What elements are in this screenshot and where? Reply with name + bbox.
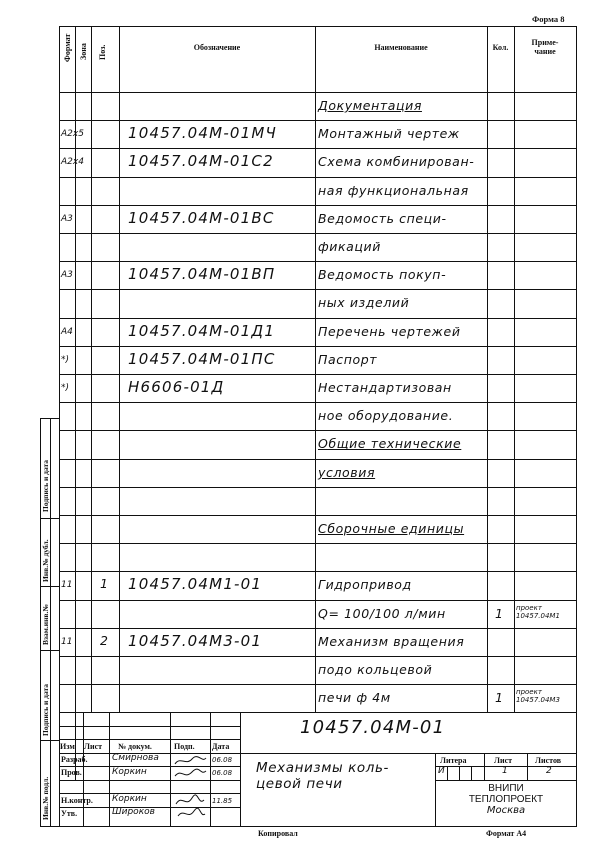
stamp-date: 11.85 bbox=[212, 797, 233, 805]
cell-pos: 1 bbox=[100, 576, 109, 592]
header-format: Формат bbox=[63, 33, 72, 62]
cell-pos: 2 bbox=[100, 632, 109, 648]
stamp-org-2: ТЕПЛОПРОЕКТ bbox=[468, 794, 544, 805]
cell-designation: 10457.04M1-01 bbox=[128, 575, 263, 594]
stamp-col-docnum: № докум. bbox=[118, 742, 152, 751]
stamp-title-2: цевой печи bbox=[256, 776, 343, 792]
cell-note: проект 10457.04M3 bbox=[516, 688, 560, 705]
margin-sig-date-2: Подпись и дата bbox=[41, 683, 50, 736]
stamp-date: 06.08 bbox=[212, 756, 233, 764]
cell-format: A3 bbox=[61, 213, 73, 224]
cell-format: *) bbox=[61, 354, 70, 365]
stamp-name: Широков bbox=[112, 807, 155, 817]
cell-format: A2x5 bbox=[61, 129, 84, 140]
cell-format: 11 bbox=[61, 636, 73, 647]
stamp-org-1: ВНИПИ bbox=[488, 783, 524, 794]
cell-name: Схема комбинирован- bbox=[318, 154, 475, 170]
margin-inv-dubl: Инв.№ дубл. bbox=[41, 539, 50, 582]
cell-qty: 1 bbox=[495, 690, 504, 706]
stamp-listov-label: Листов bbox=[535, 756, 562, 765]
cell-name: Q= 100/100 л/мин bbox=[318, 605, 446, 621]
cell-name: ное оборудование. bbox=[318, 408, 454, 424]
stamp-list-label: Лист bbox=[494, 756, 513, 765]
stamp-org bbox=[436, 783, 576, 816]
stamp-name: Коркин bbox=[112, 794, 147, 804]
cell-format: A4 bbox=[61, 326, 73, 337]
cell-name: фикаций bbox=[318, 239, 381, 254]
cell-name: условия bbox=[318, 464, 376, 480]
stamp-role: Утв. bbox=[61, 809, 78, 818]
cell-qty: 1 bbox=[495, 605, 504, 621]
signatures-graphic bbox=[172, 754, 208, 824]
cell-designation: 10457.04M-01C2 bbox=[128, 152, 274, 171]
cell-designation: 10457.04M3-01 bbox=[128, 631, 263, 650]
header-qty: Кол. bbox=[492, 43, 509, 52]
cell-name: Монтажный чертеж bbox=[318, 126, 460, 142]
header-zone: Зона bbox=[79, 43, 88, 60]
cell-designation: 10457.04M-01ПС bbox=[128, 349, 276, 368]
cell-name: Документация bbox=[318, 98, 422, 113]
stamp-date: 06.08 bbox=[212, 769, 233, 777]
cell-designation: 10457.04M-01BП bbox=[128, 265, 276, 284]
header-pos: Поз. bbox=[98, 44, 107, 60]
cell-name: ных изделий bbox=[318, 295, 410, 311]
cell-name: ная функциональная bbox=[318, 182, 469, 198]
stamp-col-date: Дата bbox=[212, 742, 230, 751]
cell-format: A2x4 bbox=[61, 157, 84, 168]
stamp-role: Разраб. bbox=[61, 755, 88, 764]
stamp-litera-label: Литера bbox=[440, 756, 467, 765]
footer-copied: Копировал bbox=[258, 829, 298, 838]
stamp-col-list: Лист bbox=[84, 742, 103, 751]
stamp-name: Коркин bbox=[112, 767, 147, 777]
header-designation: Обозначение bbox=[193, 43, 241, 52]
cell-format: *) bbox=[61, 383, 70, 393]
cell-note: проект 10457.04M1 bbox=[516, 603, 560, 620]
stamp-org-3: Москва bbox=[486, 805, 526, 816]
header-note: Приме- чание bbox=[531, 38, 559, 56]
cell-name: печи ф 4м bbox=[318, 690, 391, 706]
cell-format: A3 bbox=[61, 270, 73, 281]
cell-name: Ведомость покуп- bbox=[318, 267, 447, 283]
cell-name: подо кольцевой bbox=[318, 662, 433, 677]
cell-designation: 10457.04M-01BC bbox=[128, 208, 275, 227]
margin-sig-date-1: Подпись и дата bbox=[41, 459, 50, 512]
margin-inv-podl: Инв.№ подл. bbox=[41, 776, 50, 820]
stamp-col-izm: Изм bbox=[60, 742, 75, 751]
cell-name: Общие технические bbox=[318, 436, 462, 452]
stamp-litera-value: И bbox=[438, 766, 445, 776]
cell-name: Перечень чертежей bbox=[318, 323, 461, 339]
stamp-doc-code: 10457.04M-01 bbox=[300, 717, 446, 738]
cell-name: Механизм вращения bbox=[318, 633, 465, 649]
cell-designation: 10457.04M-01MЧ bbox=[128, 124, 278, 143]
margin-vzam-inv: Взам.инв.№ bbox=[41, 604, 50, 645]
header-name: Наименование bbox=[374, 43, 428, 52]
stamp-role: Пров. bbox=[61, 768, 82, 777]
footer-format: Формат А4 bbox=[486, 829, 527, 838]
stamp-col-sign: Подп. bbox=[174, 742, 195, 751]
stamp-title-1: Механизмы коль- bbox=[256, 760, 389, 776]
cell-name: Нестандартизован bbox=[318, 380, 452, 395]
cell-name: Гидропривод bbox=[318, 577, 412, 593]
cell-designation: H6606-01Д bbox=[128, 378, 225, 396]
cell-name: Сборочные единицы bbox=[318, 521, 465, 536]
cell-name: Паспорт bbox=[318, 351, 378, 367]
stamp-name: Смирнова bbox=[112, 753, 159, 763]
stamp-role: Н.контр. bbox=[61, 796, 93, 805]
cell-format: 11 bbox=[61, 580, 73, 591]
form-label: Форма 8 bbox=[532, 14, 565, 24]
cell-name: Ведомость специ- bbox=[318, 210, 447, 226]
stamp-listov-value: 2 bbox=[546, 766, 552, 776]
cell-designation: 10457.04M-01Д1 bbox=[128, 321, 276, 340]
stamp-list-value: 1 bbox=[502, 766, 508, 776]
